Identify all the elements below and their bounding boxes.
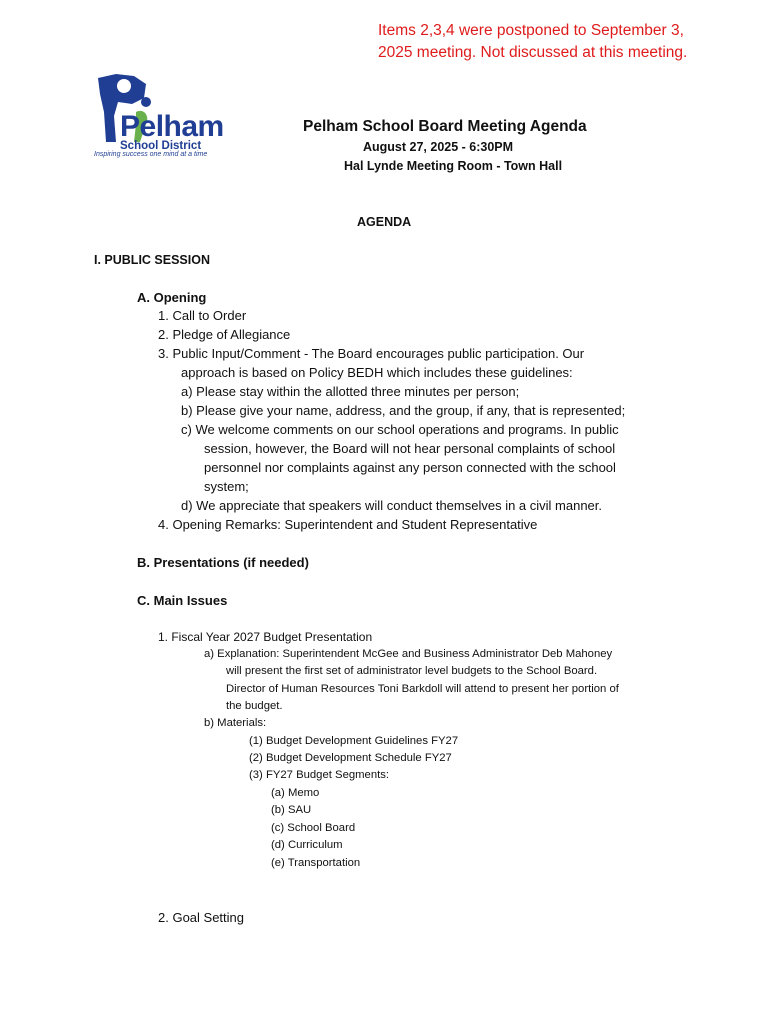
list-item: (3) FY27 Budget Segments: — [249, 769, 390, 781]
list-item: 1. Fiscal Year 2027 Budget Presentation — [158, 630, 373, 644]
list-item: b) Please give your name, address, and the group, if any, that is represented; — [181, 403, 626, 418]
list-item: personnel nor complaints against any person connected with the school — [204, 460, 616, 475]
list-item: (b) SAU — [271, 804, 312, 816]
list-item: approach is based on Policy BEDH which includes these guidelines: — [181, 365, 573, 380]
meeting-location: Hal Lynde Meeting Room - Town Hall — [344, 159, 563, 173]
logo-tagline: Inspiring success one mind at a time — [94, 151, 208, 158]
meeting-date: August 27, 2025 - 6:30PM — [363, 140, 514, 154]
agenda-heading: AGENDA — [357, 215, 412, 229]
list-item: the budget. — [226, 700, 283, 712]
list-item: (e) Transportation — [271, 857, 361, 869]
list-item: session, however, the Board will not hear personal complaints of school — [204, 441, 616, 456]
pelham-logo — [94, 72, 230, 162]
list-item: c) We welcome comments on our school operations and programs. In public — [181, 422, 619, 437]
list-item: d) We appreciate that speakers will conduct themselves in a civil manner. — [181, 498, 603, 513]
list-item: a) Please stay within the allotted three minutes per person; — [181, 384, 520, 399]
list-item: Director of Human Resources Toni Barkdoll will attend to present her portion of — [226, 683, 619, 695]
list-item: 3. Public Input/Comment - The Board encourages public participation. Our — [158, 346, 585, 361]
section-public-session: I. PUBLIC SESSION — [94, 253, 210, 267]
list-item: 1. Call to Order — [158, 308, 247, 323]
list-item: a) Explanation: Superintendent McGee and Business Administrator Deb Mahoney — [204, 648, 613, 660]
list-item: b) Materials: — [204, 717, 267, 729]
list-item: (1) Budget Development Guidelines FY27 — [249, 735, 459, 747]
list-item: (c) School Board — [271, 822, 356, 834]
list-item: 4. Opening Remarks: Superintendent and Student Representative — [158, 517, 538, 532]
list-item: (a) Memo — [271, 787, 320, 799]
page-title: Pelham School Board Meeting Agenda — [303, 118, 587, 135]
list-item: (2) Budget Development Schedule FY27 — [249, 752, 452, 764]
list-item: will present the first set of administrator level budgets to the School Board. — [226, 665, 598, 677]
presentations-heading: B. Presentations (if needed) — [137, 555, 309, 570]
list-item: system; — [204, 479, 249, 494]
postponement-note-line-2: 2025 meeting. Not discussed at this meeting. — [378, 44, 688, 61]
logo-name: Pelham — [120, 110, 224, 143]
list-item: 2. Goal Setting — [158, 910, 244, 925]
logo-school-district: School District — [120, 140, 202, 152]
list-item: 2. Pledge of Allegiance — [158, 327, 291, 342]
main-issues-heading: C. Main Issues — [137, 593, 228, 608]
list-item: (d) Curriculum — [271, 839, 343, 851]
postponement-note-line-1: Items 2,3,4 were postponed to September 3, — [378, 22, 684, 39]
opening-heading: A. Opening — [137, 290, 207, 305]
